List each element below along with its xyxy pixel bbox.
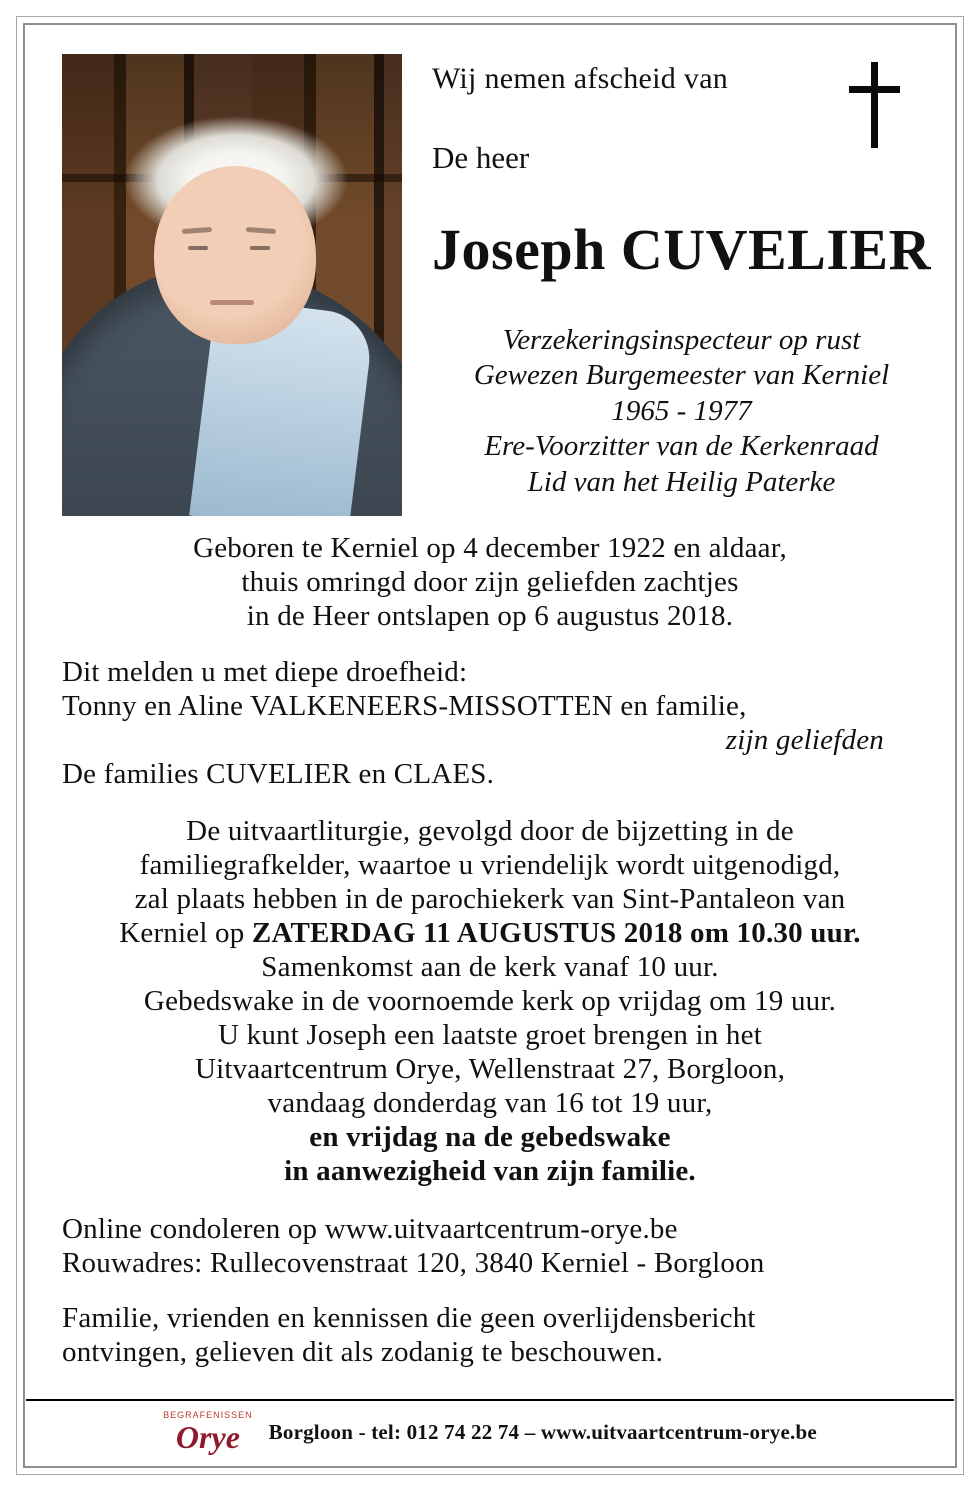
birth-line: thuis omringd door zijn geliefden zachtjes bbox=[241, 565, 739, 598]
condolence-section bbox=[62, 1213, 918, 1281]
photo-eye bbox=[250, 246, 270, 250]
salutation-text: De heer bbox=[432, 140, 530, 175]
service-line: vandaag donderdag van 16 tot 19 uur, bbox=[267, 1086, 713, 1119]
farewell-text: Wij nemen afscheid van bbox=[432, 62, 729, 95]
footer-contact-text: Borgloon - tel: 012 74 22 74 – www.uitvaartcentrum-orye.be bbox=[268, 1419, 817, 1444]
service-line: De uitvaartliturgie, gevolgd door de bijzetting in de bbox=[186, 815, 794, 848]
service-line: Uitvaartcentrum Orye, Wellenstraat 27, Borgloon, bbox=[194, 1052, 786, 1085]
footer-row bbox=[62, 1401, 918, 1453]
header-right-column bbox=[402, 54, 931, 516]
service-bold-line: en vrijdag na de gebedswake bbox=[309, 1120, 671, 1153]
title-line: Gewezen Burgemeester van Kerniel bbox=[473, 359, 890, 392]
photo-eyebrow bbox=[246, 227, 276, 234]
mourning-address-line: Rouwadres: Rullecovenstraat 120, 3840 Kerniel - Borgloon bbox=[62, 1246, 765, 1279]
mourning-family-line: Tonny en Aline VALKENEERS-MISSOTTEN en familie, bbox=[62, 689, 747, 722]
header-section bbox=[62, 54, 931, 516]
mourning-intro: Dit melden u met diepe droefheid: bbox=[62, 655, 468, 688]
service-line: Gebedswake in de voornoemde kerk op vrijdag om 19 uur. bbox=[143, 985, 837, 1018]
notice-line: ontvingen, gelieven dit als zodanig te beschouwen. bbox=[62, 1336, 664, 1369]
title-line: Lid van het Heilig Paterke bbox=[527, 465, 836, 498]
birth-line: Geboren te Kerniel op 4 december 1922 en aldaar, bbox=[193, 532, 787, 564]
card-content bbox=[26, 26, 954, 1465]
service-date-line bbox=[62, 917, 918, 951]
footer-section bbox=[62, 1381, 918, 1453]
photo-mouth bbox=[210, 300, 254, 305]
service-line: zal plaats hebben in de parochiekerk van Sint-Pantaleon van bbox=[134, 883, 846, 916]
logo-tagline: BEGRAFENISSEN bbox=[163, 1410, 253, 1420]
deceased-name: Joseph CUVELIER bbox=[432, 217, 931, 282]
photo-eye bbox=[188, 246, 208, 250]
mourning-families-line: De families CUVELIER en CLAES. bbox=[62, 757, 495, 790]
birth-notice bbox=[62, 532, 918, 634]
service-date-prefix: Kerniel op bbox=[119, 917, 252, 950]
online-condolence-line: Online condoleren op www.uitvaartcentrum-orye.be bbox=[62, 1212, 678, 1245]
notice-line: Familie, vrienden en kennissen die geen overlijdensbericht bbox=[62, 1302, 756, 1335]
service-date-bold: ZATERDAG 11 AUGUSTUS 2018 om 10.30 uur. bbox=[251, 917, 861, 950]
photo-face bbox=[154, 166, 316, 344]
titles-block bbox=[432, 323, 931, 500]
cross-horizontal-bar bbox=[849, 86, 900, 93]
service-line: U kunt Joseph een laatste groet brengen in het bbox=[218, 1018, 762, 1051]
logo-name: Orye bbox=[175, 1419, 240, 1455]
title-line: Verzekeringsinspecteur op rust bbox=[502, 324, 861, 356]
funeral-home-logo bbox=[163, 1411, 253, 1453]
mourning-beloved: zijn geliefden bbox=[725, 723, 884, 756]
title-line: Ere-Voorzitter van de Kerkenraad bbox=[484, 430, 879, 463]
portrait-photo bbox=[62, 54, 402, 516]
mourning-section bbox=[62, 656, 918, 792]
service-bold-line: in aanwezigheid van zijn familie. bbox=[284, 1154, 696, 1187]
cross-vertical-bar bbox=[871, 62, 878, 148]
birth-line: in de Heer ontslapen op 6 augustus 2018. bbox=[246, 599, 734, 632]
cross-icon bbox=[847, 62, 901, 148]
service-section bbox=[62, 815, 918, 1188]
service-line: Samenkomst aan de kerk vanaf 10 uur. bbox=[261, 951, 719, 984]
notice-section bbox=[62, 1302, 918, 1370]
photo-eyebrow bbox=[182, 227, 212, 234]
title-line: 1965 - 1977 bbox=[611, 394, 752, 427]
service-line: familiegrafkelder, waartoe u vriendelijk wordt uitgenodigd, bbox=[139, 849, 841, 882]
